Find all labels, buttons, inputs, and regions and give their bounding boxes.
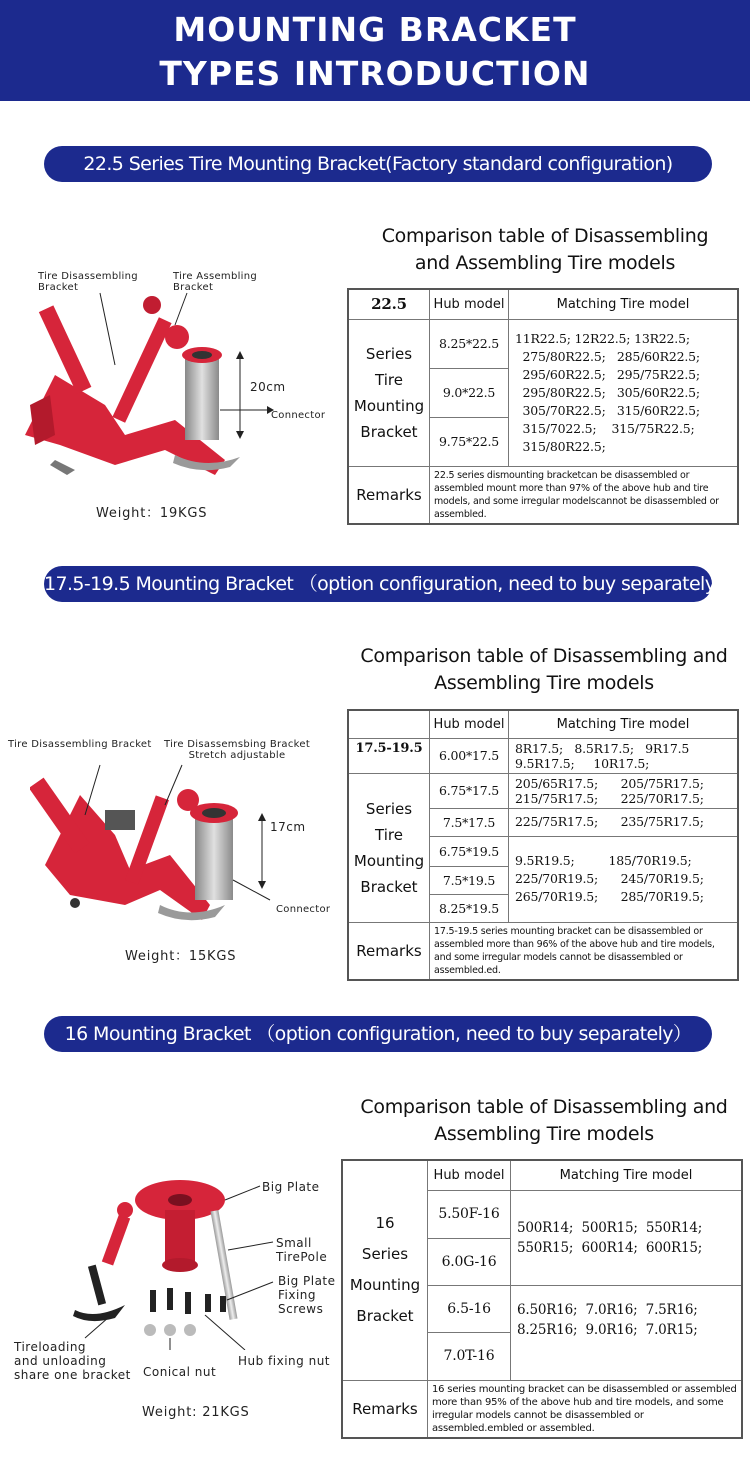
remarks-label: Remarks — [342, 1380, 428, 1438]
comparison-title: Comparison table of Disassembling and Assembling Tire models — [381, 225, 709, 274]
label-small-tire-pole: Small TirePole — [276, 1236, 328, 1264]
remarks-text: 17.5-19.5 series mounting bracket can be disassembled or assembled more than 96% of the above hub and tire models, and some irregular models cannot be disassembled or assembled.ed. — [430, 922, 739, 980]
matching-tire-cell: 9.5R19.5; 185/70R19.5; 225/70R19.5; 245/70R19.5; 265/70R19.5; 285/70R19.5; — [509, 836, 739, 922]
hub-model-header: Hub model — [430, 289, 509, 319]
remarks-label: Remarks — [348, 922, 430, 980]
weight-label: Weight：15KGS — [125, 949, 237, 964]
comparison-table-22-5 — [347, 288, 739, 525]
matching-tire-cell: 8R17.5; 8.5R17.5; 9R17.5 9.5R17.5; 10R17.5; — [509, 738, 739, 773]
label-height: 17cm — [270, 820, 306, 834]
section-title-17-5-19-5: 17.5-19.5 Mounting Bracket （option configuration, need to buy separately） — [44, 566, 712, 602]
hub-model-header: Hub model — [430, 710, 509, 738]
hub-model-cell: 8.25*19.5 — [430, 894, 509, 922]
series-label: Series Tire Mounting Bracket — [348, 773, 430, 922]
comparison-table-16 — [341, 1159, 743, 1439]
hub-model-cell: 6.00*17.5 — [430, 738, 509, 773]
series-label: Series Tire Mounting Bracket — [348, 319, 430, 466]
label-conical-nut: Conical nut — [143, 1365, 217, 1379]
label-hub-fixing-nut: Hub fixing nut — [238, 1354, 331, 1368]
hub-model-cell: 6.75*17.5 — [430, 773, 509, 808]
hub-model-cell: 7.5*19.5 — [430, 866, 509, 894]
hub-model-cell: 6.5-16 — [428, 1285, 511, 1332]
label-stretch-adjustable: Tire Disassemsbing Bracket Stretch adjustable — [164, 739, 311, 761]
banner-title-line2: TYPES INTRODUCTION — [159, 54, 591, 93]
bracket-16-illustration — [55, 1170, 275, 1350]
remarks-label: Remarks — [348, 466, 430, 524]
weight-label: Weight: 21KGS — [142, 1405, 250, 1420]
matching-tire-header: Matching Tire model — [509, 289, 739, 319]
hub-model-cell: 9.0*22.5 — [430, 368, 509, 417]
matching-tire-cell: 11R22.5; 12R22.5; 13R22.5; 275/80R22.5; 285/60R22.5; 295/60R22.5; 295/75R22.5; 295/80R22.5; 305/60R22.5; 305/70R22.5; 315/60R22.5; 315/7022.5; 315/75R22.5; 315/80R22.5; — [509, 319, 739, 466]
label-connector: Connector — [271, 410, 326, 421]
hub-model-cell: 8.25*22.5 — [430, 319, 509, 368]
remarks-text: 16 series mounting bracket can be disassembled or assembled more than 95% of the above hub and tire models, and some irregular models cannot be disassembled or assembled.embled or assembled. — [428, 1380, 743, 1438]
section-title-22-5: 22.5 Series Tire Mounting Bracket(Factory standard configuration) — [44, 146, 712, 182]
section-title-16: 16 Mounting Bracket （option configuration, need to buy separately） — [44, 1016, 712, 1052]
bracket-17-5-illustration — [30, 755, 330, 935]
series-code: 22.5 — [348, 289, 430, 319]
comparison-title: Comparison table of Disassembling and Assembling Tire models — [360, 1096, 728, 1145]
label-tire-disassembling: Tire Disassembling Bracket — [38, 271, 138, 293]
label-height: 20cm — [250, 380, 286, 394]
matching-tire-cell: 6.50R16; 7.0R16; 7.5R16; 8.25R16; 9.0R16; 7.0R15; — [511, 1285, 743, 1380]
matching-tire-cell: 205/65R17.5; 205/75R17.5; 215/75R17.5; 225/70R17.5; — [509, 773, 739, 808]
header-banner — [0, 0, 750, 101]
hub-model-cell: 6.0G-16 — [428, 1238, 511, 1285]
matching-tire-cell: 225/75R17.5; 235/75R17.5; — [509, 808, 739, 836]
comparison-title: Comparison table of Disassembling and Assembling Tire models — [360, 645, 728, 694]
matching-tire-header: Matching Tire model — [509, 710, 739, 738]
label-big-plate: Big Plate — [262, 1180, 320, 1194]
series-code: 17.5-19.5 — [348, 738, 430, 773]
label-connector: Connector — [276, 904, 331, 915]
label-shared-bracket: Tireloading and unloading share one bracket — [14, 1340, 131, 1382]
hub-model-cell: 6.75*19.5 — [430, 836, 509, 866]
matching-tire-header: Matching Tire model — [511, 1160, 743, 1190]
series-label: 16 Series Mounting Bracket — [342, 1160, 428, 1380]
empty-header — [348, 710, 430, 738]
label-fixing-screws: Big Plate Fixing Screws — [278, 1274, 336, 1316]
weight-label: Weight：19KGS — [96, 506, 208, 521]
comparison-table-17-5 — [347, 709, 739, 981]
hub-model-cell: 7.5*17.5 — [430, 808, 509, 836]
hub-model-cell: 9.75*22.5 — [430, 417, 509, 466]
label-tire-disassembling: Tire Disassembling Bracket — [8, 739, 152, 750]
hub-model-header: Hub model — [428, 1160, 511, 1190]
hub-model-cell: 7.0T-16 — [428, 1332, 511, 1380]
matching-tire-cell: 500R14; 500R15; 550R14; 550R15; 600R14; 600R15; — [511, 1190, 743, 1285]
bracket-22-5-illustration — [15, 285, 345, 485]
label-tire-assembling: Tire Assembling Bracket — [173, 271, 258, 293]
remarks-text: 22.5 series dismounting bracketcan be disassembled or assembled mount more than 97% of the above hub and tire models, and some irregular modelscannot be disassembled or assembled. — [430, 466, 739, 524]
banner-title-line1: MOUNTING BRACKET — [173, 10, 577, 49]
hub-model-cell: 5.50F-16 — [428, 1190, 511, 1238]
